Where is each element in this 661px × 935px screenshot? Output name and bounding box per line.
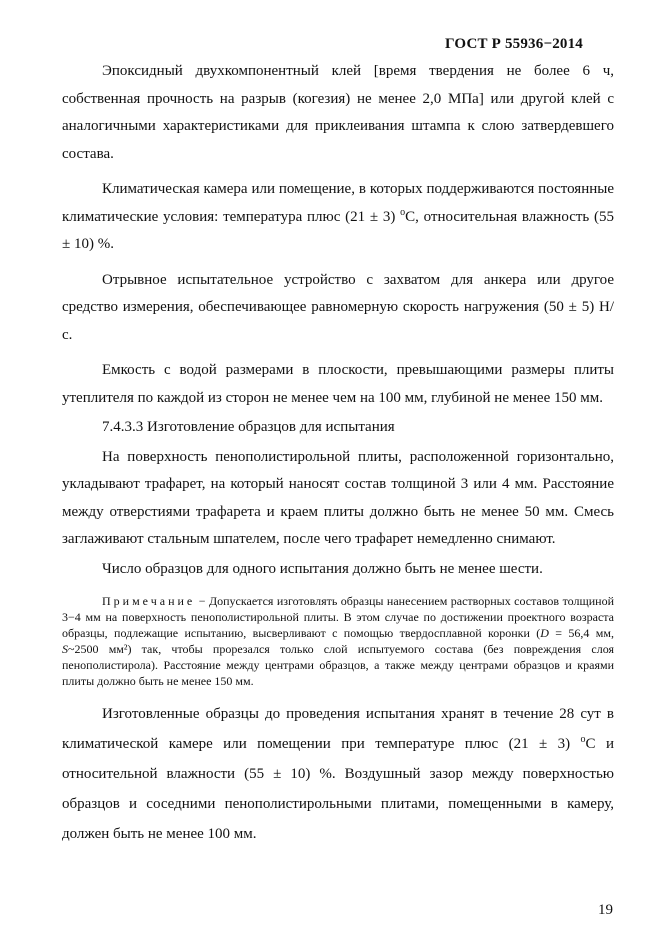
note-lead: Примечание: [102, 594, 196, 608]
standard-code: ГОСТ Р 55936−2014: [445, 36, 583, 52]
paragraph-sample-storage: [62, 699, 614, 849]
document-body: [62, 58, 614, 849]
note-s-symbol: S: [62, 642, 68, 656]
page-number: 19: [598, 902, 613, 918]
note: [62, 593, 614, 689]
page-header: [445, 36, 583, 53]
climate-text-a: Климатическая камера или помещение, в которых поддерживаются постоянные климатические условия: температура плюс (21 ± 3): [62, 181, 614, 225]
paragraph-sample-preparation: На поверхность пенополистирольной плиты, расположенной горизонтально, укладывают трафарет, на который наносят состав толщиной 3 или 4 мм. Расстояние между отверстиями трафарета и краем плиты должно быть не менее 50 мм. Смесь заглаживают стальным шпателем, после чего трафарет немедленно снимают.: [62, 448, 614, 547]
section-title: 7.4.3.3 Изготовление образцов для испытания: [102, 419, 395, 435]
paragraph-water-container: Емкость с водой размерами в плоскости, превышающими размеры плиты утеплителя по каждой из сторон не менее чем на 100 мм, глубиной не менее 150 мм.: [62, 362, 614, 406]
note-text-1: − Допускается изготовлять образцы нанесением растворных составов толщиной 3−4 мм на поверхность пенополистирольной плиты. В этом случае по достижении проектного возраста образцы, подлежащие испытанию, высверливают с помощью твердосплавной коронки (: [62, 594, 614, 640]
degree-sign: o: [400, 206, 406, 218]
note-text-2: = 56,4 мм,: [548, 626, 614, 640]
storage-text-b: С и относительной влажности (55 ± 10) %. Воздушный зазор между поверхностью образцов и соседними пенополистирольными плитами, помещенными в камеру, должен быть не менее 100 мм.: [62, 736, 614, 842]
note-d-symbol: D: [540, 626, 549, 640]
storage-text-a: Изготовленные образцы до проведения испытания хранят в течение 28 сут в климатической камере или помещении при температуре плюс (21 ± 3): [62, 706, 614, 752]
paragraph-adhesive: Эпоксидный двухкомпонентный клей [время твердения не более 6 ч, собственная прочность на разрыв (когезия) не менее 2,0 МПа] или другой клей с аналогичными характеристиками для приклеивания штампа к слою затвердевшего состава.: [62, 63, 614, 162]
climate-text-b: С, относительная влажность (55 ± 10) %.: [62, 208, 615, 252]
paragraph-climate-chamber: [62, 176, 614, 259]
paragraph-sample-count: Число образцов для одного испытания должно быть не менее шести.: [102, 560, 543, 577]
note-text-3: ~2500 мм²) так, чтобы прорезался только слой испытуемого состава (без повреждения слоя пенополистирола). Расстояние между центрами образцов, а также между центрами образцов и краями плиты должно быть не менее 150 мм.: [62, 642, 614, 688]
degree-sign: o: [580, 734, 586, 745]
paragraph-pull-off-device: Отрывное испытательное устройство с захватом для анкера или другое средство измерения, обеспечивающее равномерную скорость нагружения (50 ± 5) Н/с.: [62, 271, 614, 343]
